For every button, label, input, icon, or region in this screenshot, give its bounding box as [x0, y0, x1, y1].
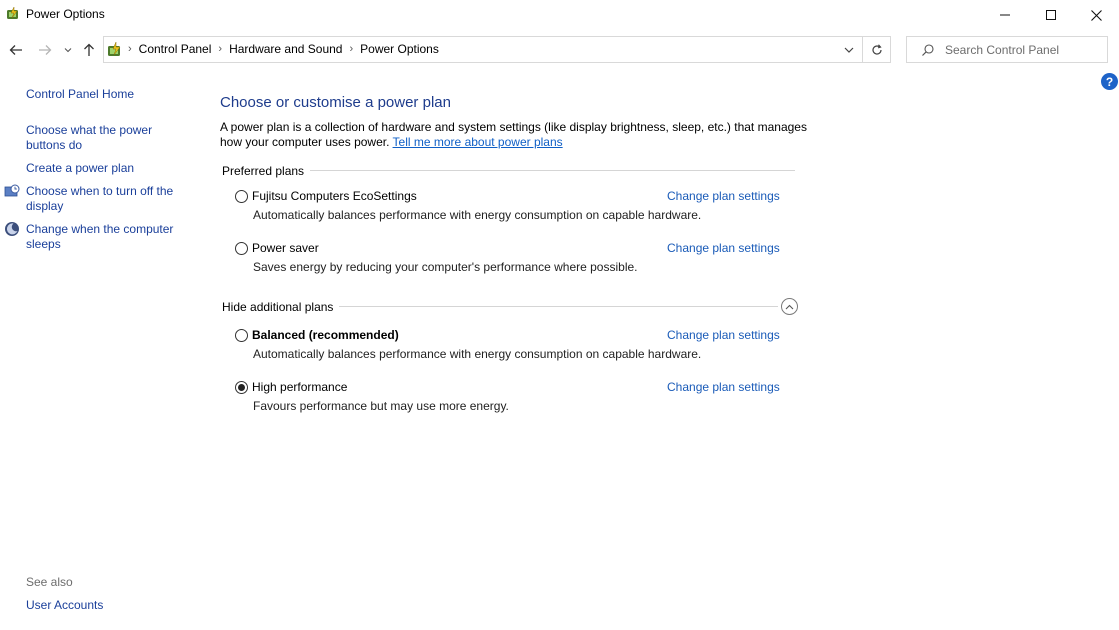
breadcrumb-hardware-and-sound[interactable]: Hardware and Sound: [229, 42, 343, 56]
intro-paragraph: [220, 120, 820, 150]
sidebar-item-power-buttons[interactable]: Choose what the power buttons do: [26, 123, 153, 152]
address-bar[interactable]: [103, 36, 891, 63]
sidebar-item-create-power-plan[interactable]: Create a power plan: [26, 161, 135, 175]
change-plan-settings-link-power-saver[interactable]: Change plan settings: [667, 241, 780, 255]
radio-dot-selected: [238, 384, 245, 391]
forward-arrow-icon[interactable]: [34, 38, 56, 62]
plan-description-power-saver: Saves energy by reducing your computer's performance where possible.: [253, 260, 638, 274]
tell-me-more-link[interactable]: Tell me more about power plans: [392, 135, 563, 149]
plan-radio-fujitsu[interactable]: [235, 190, 248, 203]
see-also-label: See also: [26, 575, 73, 589]
change-plan-settings-link-fujitsu[interactable]: Change plan settings: [667, 189, 780, 203]
hide-additional-plans-label[interactable]: Hide additional plans: [222, 300, 339, 314]
up-arrow-icon[interactable]: [78, 38, 100, 62]
power-options-app-icon: [5, 6, 21, 22]
collapse-chevron-up-icon[interactable]: [781, 298, 798, 315]
plan-radio-high-performance[interactable]: [235, 381, 248, 394]
search-icon: [921, 43, 935, 57]
sidebar-item-computer-sleeps[interactable]: Change when the computer sleeps: [26, 222, 174, 251]
close-icon[interactable]: [1073, 0, 1119, 30]
sidebar-item-user-accounts[interactable]: User Accounts: [26, 598, 104, 612]
breadcrumb: [128, 42, 439, 56]
address-divider: [862, 37, 863, 62]
search-input[interactable]: [945, 41, 1103, 58]
breadcrumb-separator-icon[interactable]: ›: [218, 43, 223, 55]
plan-description-fujitsu: Automatically balances performance with energy consumption on capable hardware.: [253, 208, 702, 222]
sidebar-item-turn-off-display[interactable]: Choose when to turn off the display: [26, 184, 174, 213]
recent-locations-chevron-icon[interactable]: [58, 38, 78, 62]
change-plan-settings-link-balanced[interactable]: Change plan settings: [667, 328, 780, 342]
title-bar: [0, 0, 1119, 30]
help-icon[interactable]: ?: [1101, 73, 1118, 90]
sleep-moon-icon: [4, 221, 20, 237]
plan-name-high-performance[interactable]: High performance: [252, 380, 348, 394]
minimize-icon[interactable]: [982, 0, 1028, 30]
breadcrumb-separator-icon: ›: [128, 43, 132, 55]
breadcrumb-separator-icon[interactable]: ›: [349, 43, 354, 55]
change-plan-settings-link-high-performance[interactable]: Change plan settings: [667, 380, 780, 394]
back-arrow-icon[interactable]: [5, 38, 27, 62]
plan-description-high-performance: Favours performance but may use more energy.: [253, 399, 509, 413]
preferred-plans-label: Preferred plans: [222, 164, 310, 178]
control-panel-icon: [106, 41, 124, 59]
display-clock-icon: [4, 184, 20, 200]
plan-radio-balanced[interactable]: [235, 329, 248, 342]
search-box[interactable]: [906, 36, 1108, 63]
intro-text: A power plan is a collection of hardware and system settings (like display brightness, sleep, etc.) that manages how your computer uses power.: [220, 120, 807, 149]
maximize-icon[interactable]: [1028, 0, 1074, 30]
breadcrumb-power-options[interactable]: Power Options: [360, 42, 439, 56]
window-title: Power Options: [26, 7, 105, 21]
sidebar-item-control-panel-home[interactable]: Control Panel Home: [26, 87, 135, 101]
plan-name-power-saver[interactable]: Power saver: [252, 241, 319, 255]
page-title: Choose or customise a power plan: [220, 94, 451, 111]
plan-name-fujitsu[interactable]: Fujitsu Computers EcoSettings: [252, 189, 417, 203]
plan-radio-power-saver[interactable]: [235, 242, 248, 255]
address-dropdown-chevron-icon[interactable]: [839, 42, 859, 58]
plan-name-balanced[interactable]: Balanced (recommended): [252, 328, 399, 342]
refresh-icon[interactable]: [866, 41, 888, 59]
breadcrumb-control-panel[interactable]: Control Panel: [138, 42, 212, 56]
plan-description-balanced: Automatically balances performance with energy consumption on capable hardware.: [253, 347, 702, 361]
